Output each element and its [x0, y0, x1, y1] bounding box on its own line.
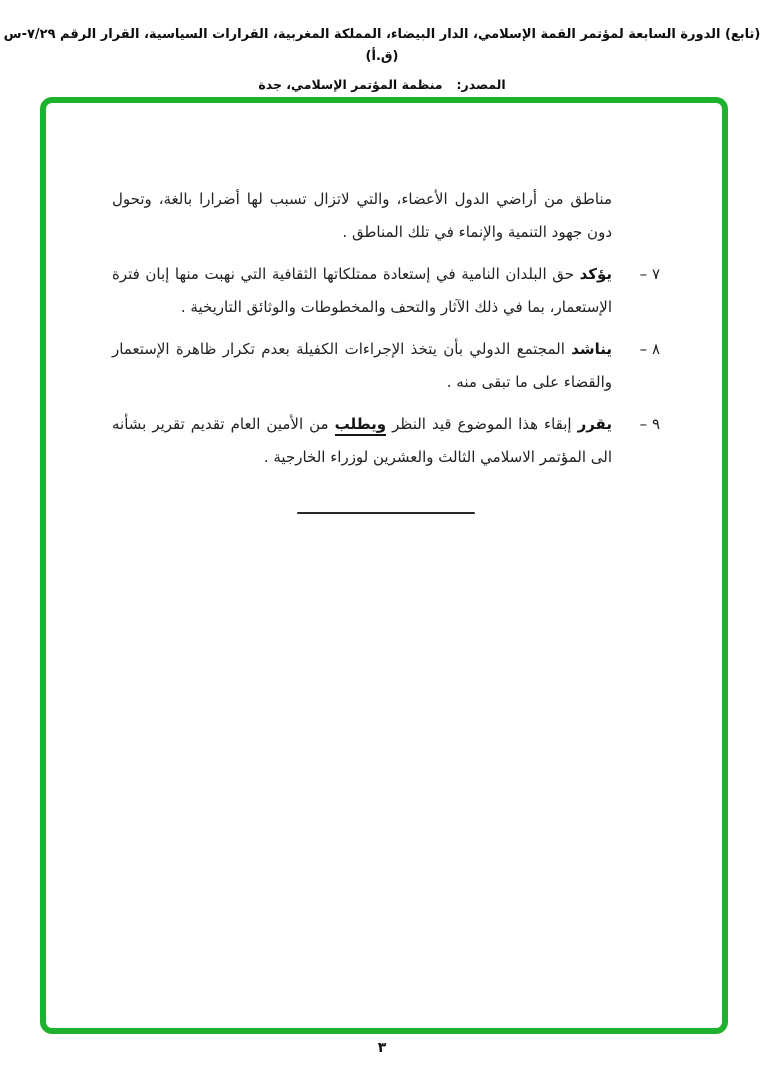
- item-number-dash: –: [639, 415, 648, 433]
- item-7-body-text: حق البلدان النامية في إستعادة ممتلكاتها الثقافية التي نهبت منها إبان فترة الإستعمار، بما في ذلك الآثار والتحف والمخطوطات والوثائق التاريخية .: [112, 265, 612, 316]
- item-number-dash: –: [639, 265, 648, 283]
- item-number-glyph: ٨: [651, 340, 660, 358]
- section-divider: [297, 512, 475, 514]
- item-8-lead-word: يناشد: [571, 340, 612, 358]
- page-number: ٣: [377, 1040, 387, 1056]
- resolution-body: [112, 183, 660, 514]
- item-9-number: [612, 408, 660, 474]
- item-9-second-lead-word: ويطلب: [335, 415, 387, 436]
- item-9-lead-word: يقرر: [577, 415, 612, 433]
- header-title: (تابع) الدورة السابعة لمؤتمر القمة الإسلامي، الدار البيضاء، المملكة المغربية، القرارات السياسية، القرار الرقم ٧/٢٩-س (ق.أ): [3, 27, 761, 64]
- item-9-body-text-1: إبقاء هذا الموضوع قيد النظر: [386, 415, 578, 433]
- item-9-text: [112, 408, 612, 474]
- source-value: منظمة المؤتمر الإسلامي، جدة: [258, 77, 443, 92]
- resolution-item-7: [112, 258, 660, 324]
- item-8-body-text: المجتمع الدولي بأن يتخذ الإجراءات الكفيلة بعدم تكرار ظاهرة الإستعمار والقضاء على ما تبقى منه .: [112, 340, 612, 391]
- resolution-item-8: [112, 333, 660, 399]
- item-number-glyph: ٩: [651, 415, 660, 433]
- item-9-body-text-2: من الأمين العام تقديم تقرير بشأنه الى المؤتمر الاسلامي الثالث والعشرين لوزراء الخارجية .: [112, 415, 612, 466]
- resolution-item-9: [112, 408, 660, 474]
- item-7-lead-word: يؤكد: [579, 265, 612, 283]
- item-number-dash: –: [639, 340, 648, 358]
- item-number-glyph: ٧: [651, 265, 660, 283]
- header-source-line: [0, 74, 764, 96]
- item-8-text: [112, 333, 612, 399]
- document-header: [0, 24, 764, 96]
- source-label: المصدر:: [456, 77, 506, 92]
- item-8-number: [612, 333, 660, 399]
- item-7-text: [112, 258, 612, 324]
- continuation-paragraph: مناطق من أراضي الدول الأعضاء، والتي لاتزال تسبب لها أضرارا بالغة، وتحول دون جهود التنمية والإنماء في تلك المناطق .: [112, 190, 612, 241]
- item-7-number: [612, 258, 660, 324]
